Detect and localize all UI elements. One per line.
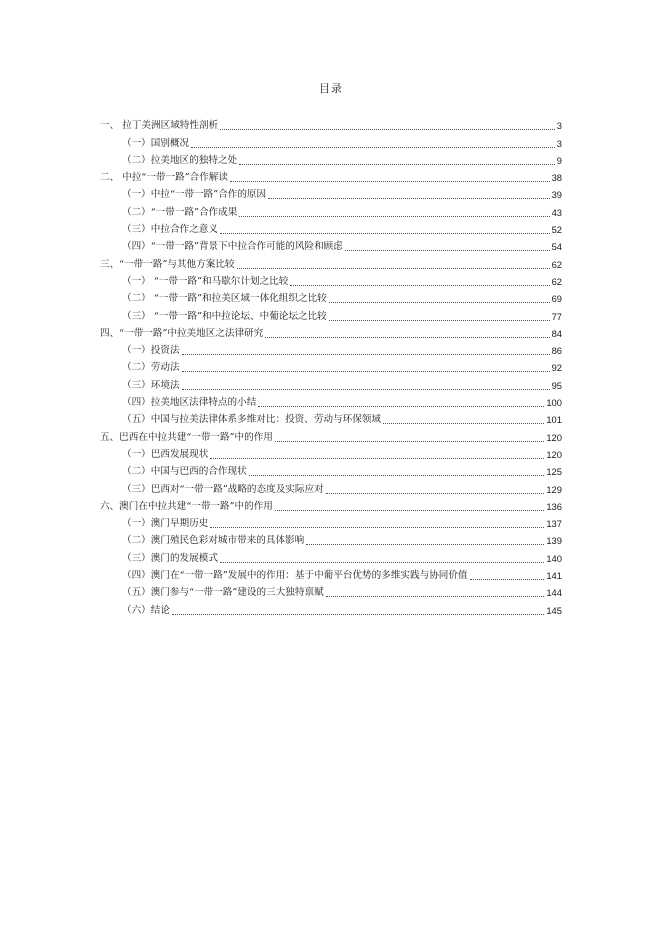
toc-entry[interactable] xyxy=(100,513,562,530)
toc-entry-page-number: 144 xyxy=(546,587,562,599)
toc-entry-label: （一）澳门早期历史 xyxy=(122,518,209,530)
toc-entry[interactable] xyxy=(100,236,562,253)
dot-leader xyxy=(172,614,544,615)
dot-leader xyxy=(239,164,555,165)
toc-entry-label: 一、 拉丁美洲区域特性剖析 xyxy=(100,120,219,132)
toc-entry[interactable] xyxy=(100,478,562,495)
toc-title: 目录 xyxy=(319,82,343,95)
toc-entry-page-number: 101 xyxy=(546,414,562,426)
toc-entry[interactable] xyxy=(100,444,562,461)
dot-leader xyxy=(182,371,550,372)
toc-entry[interactable] xyxy=(100,565,562,582)
toc-entry[interactable] xyxy=(100,496,562,513)
toc-entry-label: （二）劳动法 xyxy=(122,362,180,374)
dot-leader xyxy=(182,354,550,355)
dot-leader xyxy=(329,320,550,321)
toc-entry-label: （六）结论 xyxy=(122,604,170,616)
toc-entry[interactable] xyxy=(100,426,562,443)
toc-entry-page-number: 136 xyxy=(546,500,562,512)
toc-entry[interactable] xyxy=(100,599,562,616)
toc-entry-page-number: 52 xyxy=(551,224,562,236)
dot-leader xyxy=(329,302,550,303)
dot-leader xyxy=(258,406,544,407)
toc-entry-label: 五、巴西在中拉共建“一带一路”中的作用 xyxy=(100,431,273,443)
toc-entry-label: （二）“一带一路”合作成果 xyxy=(122,206,238,218)
toc-entry-page-number: 9 xyxy=(556,154,562,166)
toc-entry-label: （四）拉美地区法律特点的小结 xyxy=(122,397,257,409)
toc-entry-page-number: 92 xyxy=(551,362,562,374)
toc-entry-label: （五）澳门参与“一带一路”建设的三大独特禀赋 xyxy=(122,587,324,599)
dot-leader xyxy=(345,250,550,251)
toc-entry-page-number: 77 xyxy=(551,310,562,322)
toc-entry[interactable] xyxy=(100,340,562,357)
toc-entry-label: （三）环境法 xyxy=(122,379,180,391)
toc-entry-page-number: 38 xyxy=(551,172,562,184)
dot-leader xyxy=(265,337,549,338)
dot-leader xyxy=(237,268,550,269)
toc-entry-label: （三）澳门的发展模式 xyxy=(122,552,218,564)
toc-entry-page-number: 139 xyxy=(546,535,562,547)
toc-entry-page-number: 95 xyxy=(551,379,562,391)
toc-entry-page-number: 39 xyxy=(551,189,562,201)
toc-entry[interactable] xyxy=(100,374,562,391)
toc-entry[interactable] xyxy=(100,219,562,236)
toc-entry-page-number: 62 xyxy=(551,275,562,287)
toc-entry-page-number: 125 xyxy=(546,466,562,478)
toc-entry-label: 三、“一带一路”与其他方案比较 xyxy=(100,258,235,270)
toc-entry[interactable] xyxy=(100,288,562,305)
toc-entry-label: （一）巴西发展现状 xyxy=(122,448,209,460)
toc-entry-label: （三）巴西对“一带一路”战略的态度及实际应对 xyxy=(122,483,324,495)
toc-entry[interactable] xyxy=(100,167,562,184)
toc-entry-label: （二）拉美地区的独特之处 xyxy=(122,154,238,166)
toc-entry-label: 六、澳门在中拉共建“一带一路”中的作用 xyxy=(100,500,273,512)
toc-entry-page-number: 141 xyxy=(546,570,562,582)
dot-leader xyxy=(182,389,550,390)
toc-entry-label: （三）中拉合作之意义 xyxy=(122,224,218,236)
toc-entry[interactable] xyxy=(100,271,562,288)
dot-leader xyxy=(220,129,555,130)
toc-entry[interactable] xyxy=(100,461,562,478)
toc-entry[interactable] xyxy=(100,201,562,218)
toc-entry-label: （一）投资法 xyxy=(122,345,180,357)
toc-entry[interactable] xyxy=(100,530,562,547)
dot-leader xyxy=(470,579,545,580)
dot-leader xyxy=(326,493,545,494)
dot-leader xyxy=(239,216,549,217)
toc-entry[interactable] xyxy=(100,582,562,599)
toc-entry-label: （一） “一带一路”和马歇尔计划之比较 xyxy=(122,275,289,287)
toc-entry-page-number: 120 xyxy=(546,431,562,443)
table-of-contents xyxy=(100,115,562,617)
toc-entry[interactable] xyxy=(100,323,562,340)
toc-entry[interactable] xyxy=(100,253,562,270)
toc-entry-page-number: 69 xyxy=(551,293,562,305)
toc-entry-label: （一）国别概况 xyxy=(122,137,190,149)
toc-entry-label: （五）中国与拉美法律体系多维对比：投资、劳动与环保领域 xyxy=(122,414,382,426)
toc-entry-label: （二）中国与巴西的合作现状 xyxy=(122,466,247,478)
toc-entry[interactable] xyxy=(100,150,562,167)
toc-entry-label: 二、 中拉“一带一路”合作解读 xyxy=(100,172,228,184)
dot-leader xyxy=(191,147,555,148)
toc-entry[interactable] xyxy=(100,547,562,564)
toc-entry-label: （四）“一带一路”背景下中拉合作可能的风险和顾虑 xyxy=(122,241,343,253)
toc-entry-page-number: 3 xyxy=(556,120,562,132)
toc-entry-page-number: 62 xyxy=(551,258,562,270)
dot-leader xyxy=(383,423,544,424)
toc-entry[interactable] xyxy=(100,132,562,149)
toc-entry[interactable] xyxy=(100,357,562,374)
dot-leader xyxy=(290,285,549,286)
toc-entry-label: （四）澳门在“一带一路”发展中的作用：基于中葡平台优势的多维实践与协同价值 xyxy=(122,570,468,582)
toc-entry-page-number: 86 xyxy=(551,345,562,357)
toc-entry[interactable] xyxy=(100,392,562,409)
toc-entry-label: （二） “一带一路”和拉美区域一体化组织之比较 xyxy=(122,293,327,305)
toc-entry[interactable] xyxy=(100,305,562,322)
toc-entry[interactable] xyxy=(100,115,562,132)
toc-entry[interactable] xyxy=(100,409,562,426)
dot-leader xyxy=(249,475,545,476)
dot-leader xyxy=(230,181,550,182)
toc-entry-label: （二）澳门殖民色彩对城市带来的具体影响 xyxy=(122,535,305,547)
dot-leader xyxy=(268,198,549,199)
dot-leader xyxy=(306,544,544,545)
toc-entry-page-number: 140 xyxy=(546,552,562,564)
toc-entry-page-number: 84 xyxy=(551,327,562,339)
toc-entry-page-number: 3 xyxy=(556,137,562,149)
toc-entry-page-number: 54 xyxy=(551,241,562,253)
dot-leader xyxy=(220,233,550,234)
toc-entry-label: 四、“一带一路”中拉美地区之法律研究 xyxy=(100,327,264,339)
toc-entry-page-number: 120 xyxy=(546,448,562,460)
toc-entry[interactable] xyxy=(100,184,562,201)
dot-leader xyxy=(275,441,544,442)
dot-leader xyxy=(220,562,544,563)
dot-leader xyxy=(210,458,544,459)
toc-entry-page-number: 100 xyxy=(546,397,562,409)
toc-entry-page-number: 145 xyxy=(546,604,562,616)
toc-entry-page-number: 43 xyxy=(551,206,562,218)
dot-leader xyxy=(210,527,544,528)
dot-leader xyxy=(326,596,545,597)
toc-entry-label: （三） “一带一路”和中拉论坛、中葡论坛之比较 xyxy=(122,310,327,322)
toc-entry-page-number: 137 xyxy=(546,518,562,530)
dot-leader xyxy=(275,510,544,511)
toc-entry-page-number: 129 xyxy=(546,483,562,495)
toc-entry-label: （一）中拉“一带一路”合作的原因 xyxy=(122,189,267,201)
